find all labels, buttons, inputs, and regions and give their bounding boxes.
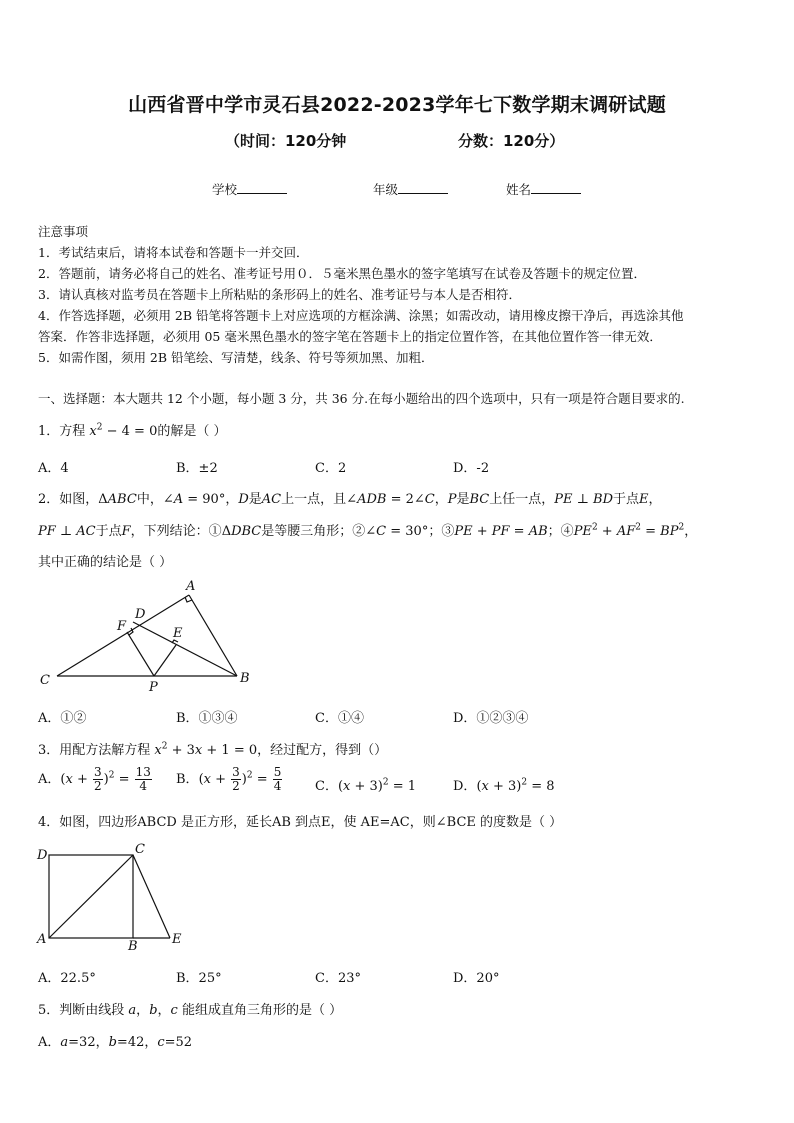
q3-option-c[interactable]: C．$(x + 3)^2 = 1$	[315, 777, 417, 794]
label-a: A	[37, 932, 47, 947]
notice-item: 答案．作答非选择题，必须用 05 毫米黑色墨水的签字笔在答题卡上的指定位置作答，在其他位置作答一律无效．	[38, 329, 662, 344]
q4-option-a[interactable]: A．22.5°	[38, 971, 96, 986]
question-2-line3: 其中正确的结论是（ ）	[38, 555, 173, 570]
name-field[interactable]: 姓名	[506, 180, 581, 198]
notice-heading: 注意事项	[38, 224, 89, 239]
question-2-line2: PF ⊥ AC于点F，下列结论：①ΔDBC是等腰三角形；②∠C = 30°；③PE + PF = AB；$④PE^2 + AF^2 = BP^2$，	[38, 522, 698, 539]
label-b: B	[240, 671, 250, 686]
exam-score: 分数：120分）	[458, 132, 565, 150]
triangle-figure	[36, 578, 256, 696]
q2-option-d[interactable]: D．①②③④	[453, 711, 529, 726]
label-a: A	[186, 579, 196, 594]
q1-option-a[interactable]: A．4	[38, 461, 69, 476]
question-5: 5．判断由线段 a，b，c 能组成直角三角形的是（ ）	[38, 1003, 343, 1018]
notice-item: 3．请认真核对监考员在答题卡上所粘贴的条形码上的姓名、准考证号与本人是否相符．	[38, 287, 521, 302]
q1-option-d[interactable]: D．-2	[453, 461, 490, 476]
q2-option-c[interactable]: C．①④	[315, 711, 364, 726]
label-e: E	[173, 626, 183, 641]
q2-option-b[interactable]: B．①③④	[176, 711, 238, 726]
label-d: D	[37, 848, 48, 863]
notice-item: 4．作答选择题，必须用 2B 铅笔将答题卡上对应选项的方框涂满、涂黑；如需改动，请用橡皮擦干净后，再选涂其他	[38, 308, 684, 323]
label-c: C	[40, 673, 50, 688]
q1-option-b[interactable]: B．±2	[176, 461, 218, 476]
question-2-line1: 2．如图，ΔABC中，∠A = 90°，D是AC上一点，且∠ADB = 2∠C，P是BC上任一点，PE ⊥ BD于点E，	[38, 492, 662, 507]
label-b: B	[128, 939, 138, 952]
square-figure	[36, 840, 186, 952]
q2-option-a[interactable]: A．①②	[38, 711, 87, 726]
q4-option-b[interactable]: B．25°	[176, 971, 222, 986]
q5-option-a[interactable]: A．a=32，b=42，c=52	[38, 1035, 193, 1050]
grade-field[interactable]: 年级	[373, 180, 448, 198]
question-4: 4．如图，四边形ABCD 是正方形，延长AB 到点E，使 AE=AC，则∠BCE 的度数是（ ）	[38, 815, 563, 830]
label-d: D	[135, 607, 146, 622]
label-p: P	[149, 680, 158, 695]
question-3: 3．用配方法解方程 $x^2 + 3x + 1 = 0$，经过配方，得到（）	[38, 741, 388, 758]
q4-option-c[interactable]: C．23°	[315, 971, 361, 986]
section-heading: 一、选择题：本大题共 12 个小题，每小题 3 分，共 36 分.在每小题给出的四个选项中，只有一项是符合题目要求的.	[38, 391, 685, 406]
school-field[interactable]: 学校	[212, 180, 287, 198]
q1-option-c[interactable]: C．2	[315, 461, 347, 476]
q3-option-a[interactable]: A．(x + $\frac{3}{2}$ )$^2$ = $\frac{13}{4}$	[38, 765, 151, 793]
q3-option-d[interactable]: D．$(x + 3)^2 = 8$	[453, 777, 555, 794]
label-c: C	[135, 842, 145, 857]
exam-time: （时间：120分钟	[225, 132, 347, 150]
notice-item: 2．答题前，请务必将自己的姓名、准考证号用０．５毫米黑色墨水的签字笔填写在试卷及答题卡的规定位置．	[38, 266, 646, 281]
label-f: F	[117, 619, 127, 634]
notice-item: 1．考试结束后，请将本试卷和答题卡一并交回．	[38, 245, 309, 260]
notice-item: 5．如需作图，须用 2B 铅笔绘、写清楚，线条、符号等须加黑、加粗．	[38, 350, 434, 365]
label-e: E	[172, 932, 182, 947]
question-1: 1．方程 $x^2 - 4 = 0$的解是（ ）	[38, 422, 227, 439]
q3-option-b[interactable]: B．(x + $\frac{3}{2}$ )$^2$ = $\frac{5}{4}$	[176, 765, 282, 793]
page-title: 山西省晋中学市灵石县2022-2023学年七下数学期末调研试题	[128, 94, 666, 116]
q4-option-d[interactable]: D．20°	[453, 971, 500, 986]
